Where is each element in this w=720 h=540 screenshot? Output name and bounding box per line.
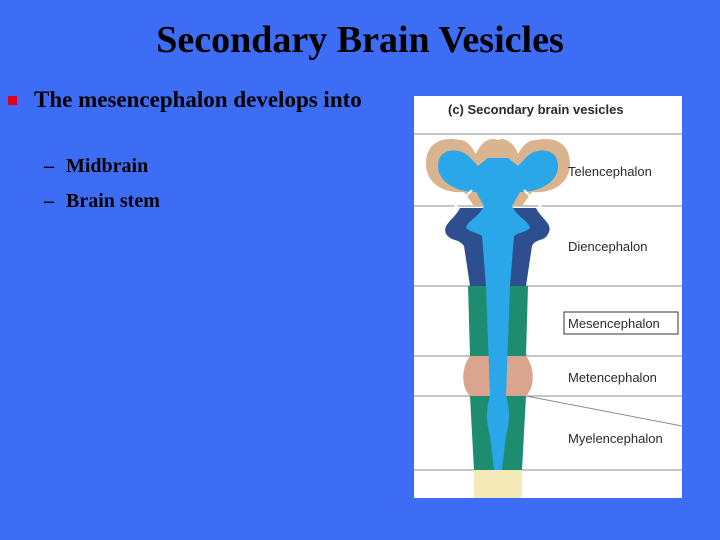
label-metencephalon: Metencephalon (568, 370, 657, 385)
neural-tube (426, 139, 570, 498)
label-myelencephalon: Myelencephalon (568, 431, 663, 446)
label-telencephalon: Telencephalon (568, 164, 652, 179)
sub-item-label: Midbrain (66, 155, 149, 177)
spinal-cord-stub (474, 470, 522, 498)
sub-dash: – (44, 190, 54, 212)
sub-item-label: Brain stem (66, 190, 160, 212)
label-diencephalon: Diencephalon (568, 239, 648, 254)
sub-item-brain-stem (44, 190, 160, 213)
sub-dash: – (44, 155, 54, 177)
brain-vesicles-diagram (414, 96, 682, 498)
sub-item-midbrain (44, 155, 148, 178)
label-mesencephalon: Mesencephalon (568, 316, 660, 331)
brain-vesicles-figure (414, 96, 682, 498)
lumen (438, 151, 558, 470)
figure-caption: (c) Secondary brain vesicles (448, 102, 624, 117)
bullet-text: The mesencephalon develops into (34, 87, 362, 112)
bullet-marker (8, 96, 17, 105)
divider-line (526, 396, 682, 426)
slide-title: Secondary Brain Vesicles (156, 19, 564, 61)
bullet-item (8, 86, 398, 114)
